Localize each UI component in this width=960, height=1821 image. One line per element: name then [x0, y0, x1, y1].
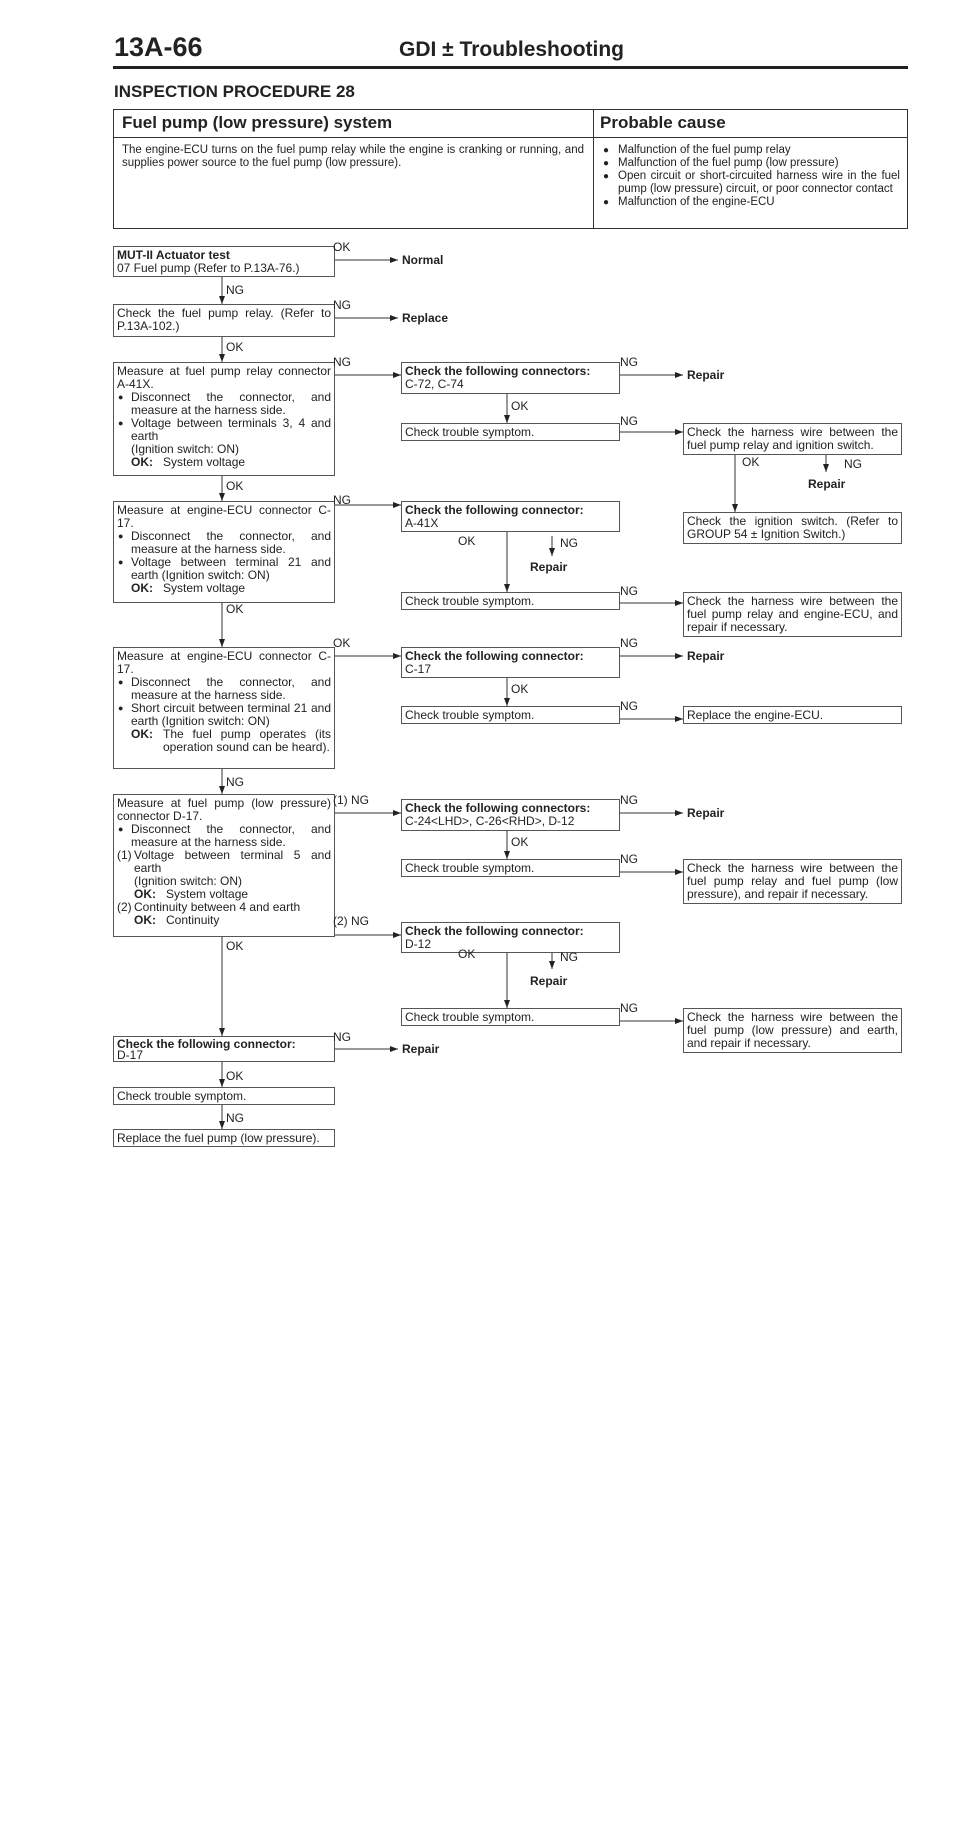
flow-label-ok: OK [742, 455, 760, 469]
procedure-title: INSPECTION PROCEDURE 28 [114, 82, 355, 101]
result-repair: Repair [402, 1042, 440, 1056]
box-text: Check the harness wire between the fuel pump (low pressure) and earth, and repair if necessary. [687, 1010, 898, 1050]
box-text: C-24<LHD>, C-26<RHD>, D-12 [405, 814, 575, 828]
ok-label: OK: [131, 581, 153, 595]
step-number: (1) [117, 848, 132, 862]
mut-ii-actuator-test-box [113, 246, 335, 277]
box-text: Measure at fuel pump (low pressure) connector D-17. [117, 796, 331, 823]
result-repair: Repair [687, 806, 725, 820]
flow-label-ok: OK [226, 939, 244, 953]
ok-text: Continuity [166, 913, 220, 927]
box-text: Check the harness wire between the fuel pump relay and ignition switch. [687, 425, 898, 452]
trouble-symptom-box [401, 423, 620, 441]
box-bullet: ● Disconnect the connector, and measure at the harness side. [117, 676, 331, 702]
relay-connector-measure-box [113, 362, 335, 476]
replace-ecu-box [683, 706, 902, 724]
cause-item: ● Open circuit or short-circuited harness wire in the fuel pump (low pressure) circuit, or poor connector contact [600, 170, 900, 196]
flow-label-ng: NG [620, 584, 638, 598]
box-text: Check trouble symptom. [405, 425, 535, 439]
box-bullet: ● Voltage between terminals 3, 4 and earth [117, 417, 331, 443]
box-text: Measure at fuel pump relay connector A-41X. [117, 364, 331, 391]
ecu-connector-voltage-box [113, 501, 335, 603]
box-text: C-17 [405, 662, 432, 676]
flow-label-ng: NG [620, 699, 638, 713]
connector-c17-box [401, 647, 620, 678]
flow-label-ng: NG [620, 355, 638, 369]
box-bullet: ● Disconnect the connector, and measure at the harness side. [117, 823, 331, 849]
section-title: GDI ± Troubleshooting [399, 38, 625, 61]
flow-label-ng: NG [844, 457, 862, 471]
step-text: Continuity between 4 and earth [134, 900, 301, 914]
flow-label-ng: NG [333, 1030, 351, 1044]
flow-label-ng: NG [226, 775, 244, 789]
box-condition: (Ignition switch: ON) [131, 442, 240, 456]
system-description: The engine-ECU turns on the fuel pump relay while the engine is cranking or running, and supplies power source to the fuel pump (low pressure). [122, 144, 584, 169]
system-header: Fuel pump (low pressure) system [122, 113, 393, 132]
ecu-connector-short-box [113, 647, 335, 769]
result-normal: Normal [402, 253, 444, 267]
harness-relay-ignition-box [683, 423, 902, 455]
ok-label: OK: [131, 455, 153, 469]
flow-label-ng: NG [620, 1001, 638, 1015]
box-text: Check trouble symptom. [405, 1010, 535, 1024]
cause-item: ● Malfunction of the fuel pump (low pressure) [600, 157, 900, 170]
flow-label-ok: OK [226, 602, 244, 616]
flow-label-ok: OK [226, 340, 244, 354]
flow-label-ng: NG [560, 536, 578, 550]
fuel-pump-relay-check-box [113, 304, 335, 337]
flow-label-ng: NG [333, 298, 351, 312]
result-repair: Repair [530, 974, 568, 988]
box-text: D-12 [405, 937, 432, 951]
ok-text: System voltage [166, 887, 249, 901]
box-bullet: ● Disconnect the connector, and measure at the harness side. [117, 530, 331, 556]
box-title: Check the following connector: [405, 649, 584, 663]
cause-item: ● Malfunction of the fuel pump relay [600, 144, 900, 157]
flow-label-ng: NG [560, 950, 578, 964]
flow-label-ok: OK [458, 534, 476, 548]
connector-a41x-box [401, 501, 620, 532]
flow-label-2-ng: (2) NG [333, 914, 369, 928]
step-text: Voltage between terminal 5 and earth [134, 848, 331, 875]
probable-cause-header: Probable cause [600, 113, 726, 132]
step-condition: (Ignition switch: ON) [134, 874, 243, 888]
box-text: Check trouble symptom. [405, 861, 535, 875]
harness-pump-earth-box [683, 1008, 902, 1053]
flow-label-ok: OK [511, 399, 529, 413]
box-text: Replace the engine-ECU. [687, 708, 824, 722]
ok-text: System voltage [163, 455, 246, 469]
harness-relay-ecu-box [683, 592, 902, 637]
box-title: Check the following connectors: [405, 364, 591, 378]
flow-label-ng: NG [226, 1111, 244, 1125]
flow-label-ok: OK [511, 835, 529, 849]
flow-label-1-ng: (1) NG [333, 793, 369, 807]
box-text: Replace the fuel pump (low pressure). [117, 1131, 320, 1145]
box-text: C-72, C-74 [405, 377, 464, 391]
flow-label-ng: NG [620, 636, 638, 650]
box-text: Measure at engine-ECU connector C-17. [117, 503, 331, 530]
trouble-symptom-box [113, 1087, 335, 1105]
box-text: D-17 [117, 1048, 144, 1062]
flow-label-ok: OK [333, 636, 351, 650]
box-title: MUT-II Actuator test [117, 248, 230, 262]
ok-label: OK: [134, 913, 156, 927]
box-title: Check the following connectors: [405, 801, 591, 815]
box-text: Check trouble symptom. [405, 708, 535, 722]
box-text: Measure at engine-ECU connector C-17. [117, 649, 331, 676]
result-repair: Repair [530, 560, 568, 574]
connectors-c72-c74-box [401, 362, 620, 394]
ok-text: System voltage [163, 581, 246, 595]
cause-item: ● Malfunction of the engine-ECU [600, 196, 900, 209]
flow-label-ok: OK [226, 1069, 244, 1083]
result-repair: Repair [687, 649, 725, 663]
flow-label-ng: NG [620, 414, 638, 428]
harness-relay-pump-box [683, 859, 902, 904]
box-bullet: ● Disconnect the connector, and measure at the harness side. [117, 391, 331, 417]
flow-label-ok: OK [333, 240, 351, 254]
box-title: Check the following connector: [405, 503, 584, 517]
connector-d17-box [113, 1036, 335, 1062]
box-text: Check the ignition switch. (Refer to GROUP 54 ± Ignition Switch.) [687, 514, 898, 541]
ok-label: OK: [134, 887, 156, 901]
box-bullet: ● Voltage between terminal 21 and earth (Ignition switch: ON) [117, 556, 331, 582]
trouble-symptom-box [401, 1008, 620, 1026]
box-text: 07 Fuel pump (Refer to P.13A-76.) [117, 261, 300, 275]
flow-label-ng: NG [333, 355, 351, 369]
trouble-symptom-box [401, 706, 620, 724]
box-text: A-41X [405, 516, 439, 530]
flow-label-ng: NG [333, 493, 351, 507]
connector-d12-box [401, 922, 620, 953]
result-repair: Repair [808, 477, 846, 491]
fuel-pump-connector-measure-box [113, 794, 335, 937]
box-text: Check the harness wire between the fuel pump relay and fuel pump (low pressure), and repair if necessary. [687, 861, 898, 901]
step-number: (2) [117, 900, 132, 914]
flow-label-ok: OK [458, 947, 476, 961]
result-repair: Repair [687, 368, 725, 382]
ok-text: The fuel pump operates (its operation sound can be heard). [163, 727, 331, 754]
box-text: Check trouble symptom. [405, 594, 535, 608]
result-replace: Replace [402, 311, 449, 325]
ignition-switch-check-box [683, 512, 902, 544]
trouble-symptom-box [401, 859, 620, 877]
flow-label-ok: OK [511, 682, 529, 696]
box-text: Check the fuel pump relay. (Refer to P.13A-102.) [117, 306, 331, 333]
flow-label-ng: NG [620, 852, 638, 866]
replace-fuel-pump-box [113, 1129, 335, 1147]
box-text: Check trouble symptom. [117, 1089, 247, 1103]
box-title: Check the following connector: [405, 924, 584, 938]
flow-label-ng: NG [620, 793, 638, 807]
page-number: 13A-66 [114, 32, 203, 62]
trouble-symptom-box [401, 592, 620, 610]
box-bullet: ● Short circuit between terminal 21 and earth (Ignition switch: ON) [117, 702, 331, 728]
flow-label-ng: NG [226, 283, 244, 297]
flow-label-ok: OK [226, 479, 244, 493]
connectors-c24-c26-d12-box [401, 799, 620, 831]
box-text: Check the harness wire between the fuel pump relay and engine-ECU, and repair if necessary. [687, 594, 898, 634]
ok-label: OK: [131, 727, 153, 741]
box-title: Check the following connector: [117, 1037, 296, 1051]
